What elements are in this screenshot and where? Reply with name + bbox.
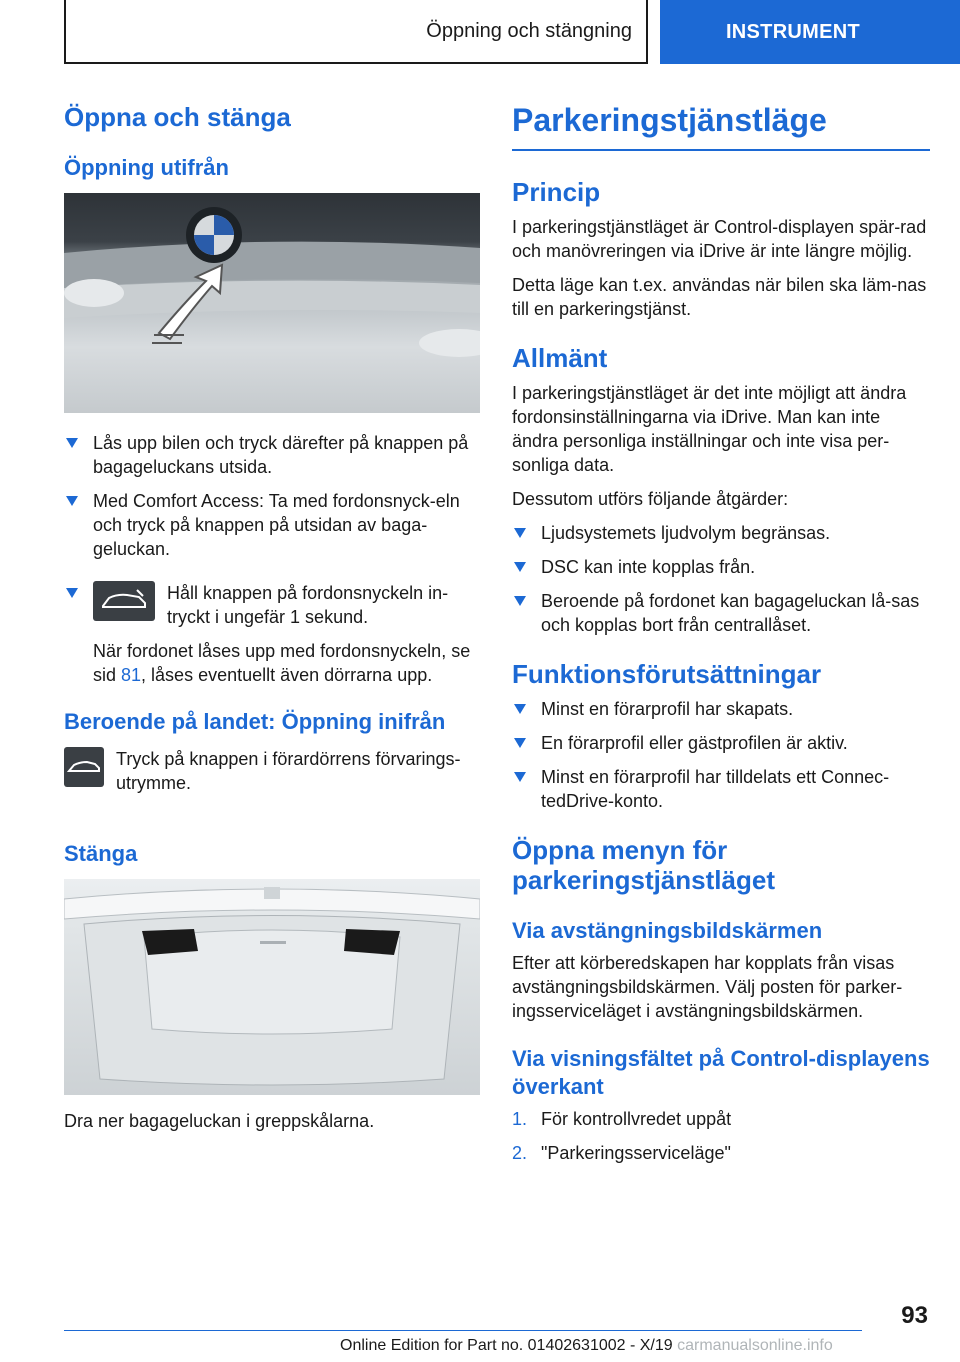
inside-text: Tryck på knappen i förardörrens förvarings-utrymme. bbox=[116, 749, 461, 793]
sub-heading-close: Stänga bbox=[64, 841, 138, 866]
bullet-triangle-icon bbox=[514, 562, 526, 572]
list-item: Beroende på fordonet kan bagageluckan lå-sas och kopplas bort från centrallåset. bbox=[512, 589, 930, 637]
inside-button-row bbox=[64, 747, 480, 805]
bullet-triangle-icon bbox=[66, 496, 78, 506]
princip-paragraph-2: Detta läge kan t.ex. användas när bilen ska läm-nas till en parkeringstjänst. bbox=[512, 275, 927, 319]
princip-paragraph-1: I parkeringstjänstläget är Control-displayen spär-rad och manövreringen via iDrive är inte längre möjlig. bbox=[512, 217, 927, 261]
list-item: DSC kan inte kopplas från. bbox=[512, 555, 930, 579]
header-chapter bbox=[660, 0, 960, 64]
page-link[interactable]: 81 bbox=[121, 665, 142, 685]
right-title: Parkeringstjänstläge bbox=[512, 102, 930, 151]
sub-heading-inside: Beroende på landet: Öppning inifrån bbox=[64, 709, 446, 734]
list-item: En förarprofil eller gästprofilen är aktiv. bbox=[512, 731, 930, 755]
footer-watermark: carmanualsonline.info bbox=[677, 1337, 833, 1354]
bullet-triangle-icon bbox=[514, 596, 526, 606]
trunk-button-illustration bbox=[64, 193, 480, 413]
footer-edition-text: Online Edition for Part no. 01402631002 - X/19 bbox=[340, 1337, 673, 1354]
list-item: Minst en förarprofil har tilldelats ett Connec-tedDrive-konto. bbox=[512, 765, 930, 813]
heading-allmant: Allmänt bbox=[512, 343, 608, 373]
trunk-lid-inside-photo bbox=[64, 879, 480, 1095]
bullet-triangle-icon bbox=[514, 738, 526, 748]
left-column bbox=[64, 96, 480, 1143]
list-item: Ljudsystemets ljudvolym begränsas. bbox=[512, 521, 930, 545]
bullet-triangle-icon bbox=[514, 528, 526, 538]
footer-rule bbox=[64, 1330, 862, 1331]
bullet-triangle-icon bbox=[514, 772, 526, 782]
hold-key-text: Håll knappen på fordonsnyckeln in-tryckt i ungefär 1 sekund. bbox=[167, 583, 449, 627]
header-section bbox=[64, 0, 648, 64]
list-item-key-button bbox=[64, 581, 480, 629]
list-item: Lås upp bilen och tryck därefter på knappen på bagageluckans utsida. bbox=[64, 431, 480, 479]
allmant-paragraph-1: I parkeringstjänstläget är det inte möjligt att ändra fordonsinställningarna via iDrive. Man kan inte ändra personliga inställningar och inte visa per-sonliga data. bbox=[512, 383, 907, 475]
heading-funktion: Funktionsförutsättningar bbox=[512, 659, 822, 689]
footer-edition bbox=[340, 1337, 833, 1355]
car-door-button-icon bbox=[64, 747, 104, 787]
heading-princip: Princip bbox=[512, 177, 601, 207]
step-item: 1. För kontrollvredet uppåt bbox=[512, 1109, 732, 1129]
list-item: Med Comfort Access: Ta med fordonsnyck-eln och tryck på knappen på utsidan av baga-geluckan. bbox=[64, 489, 480, 561]
left-title: Öppna och stänga bbox=[64, 102, 291, 132]
bullet-triangle-icon bbox=[66, 588, 78, 598]
bullet-triangle-icon bbox=[66, 438, 78, 448]
trunk-lid-illustration bbox=[64, 879, 480, 1095]
sub-heading-outside: Öppning utifrån bbox=[64, 155, 229, 180]
heading-open-menu: Öppna menyn för parkeringstjänstläget bbox=[512, 835, 775, 895]
via-off-screen-paragraph: Efter att körberedskapen har kopplats från visas avstängningsbildskärmen. Välj posten för parker-ingsserviceläget i avstängningsbildskärmen. bbox=[512, 953, 903, 1021]
header-chapter-title: INSTRUMENT bbox=[725, 20, 861, 43]
allmant-paragraph-2: Dessutom utförs följande åtgärder: bbox=[512, 489, 789, 509]
step-item: 2. "Parkeringsserviceläge" bbox=[512, 1143, 731, 1163]
bullet-triangle-icon bbox=[514, 704, 526, 714]
header-section-title: Öppning och stängning bbox=[426, 19, 632, 42]
list-item: Minst en förarprofil har skapats. bbox=[512, 697, 930, 721]
unlock-paragraph: När fordonet låses upp med fordonsnyckeln, se sid 81, låses eventuellt även dörrarna upp. bbox=[93, 641, 471, 685]
heading-via-off-screen: Via avstängningsbildskärmen bbox=[512, 918, 823, 943]
close-text: Dra ner bagageluckan i greppskålarna. bbox=[64, 1111, 375, 1131]
right-column bbox=[512, 96, 930, 1175]
page-number: 93 bbox=[901, 1302, 928, 1329]
trunk-button-photo bbox=[64, 193, 480, 413]
heading-via-status-bar: Via visningsfältet på Control-displayens överkant bbox=[512, 1046, 930, 1099]
car-trunk-key-icon bbox=[93, 581, 155, 621]
